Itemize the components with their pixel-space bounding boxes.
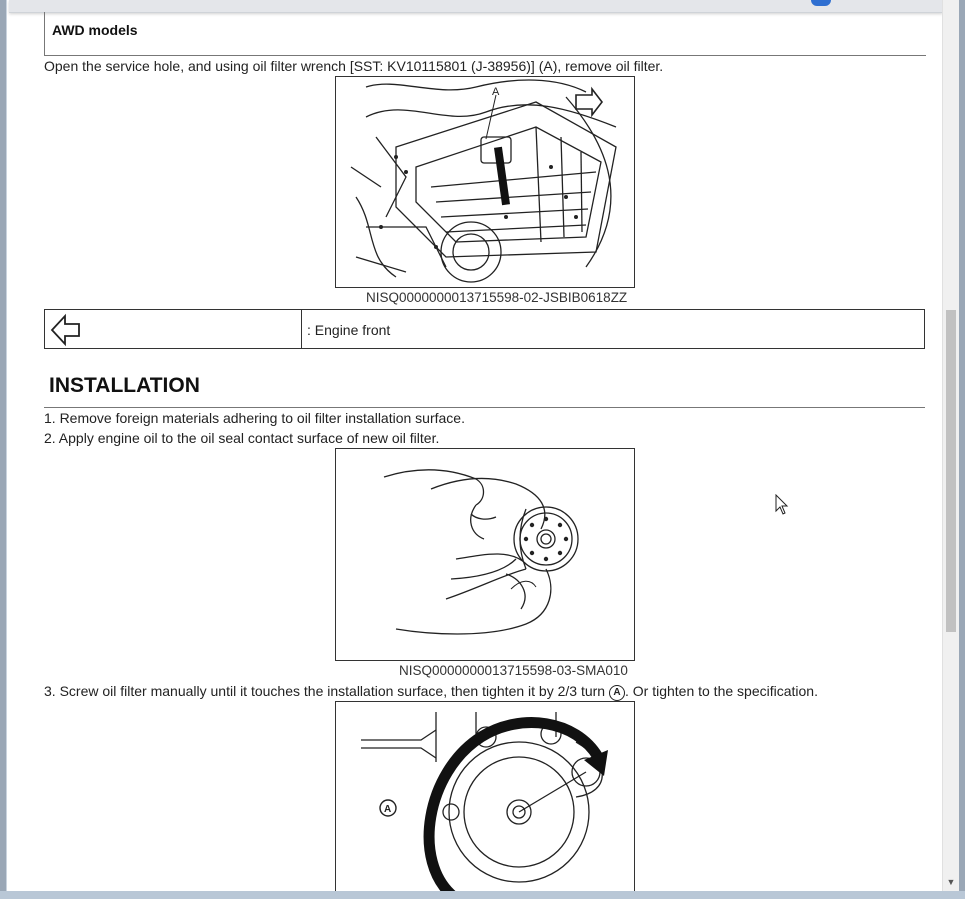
- figure-underbody-service-hole: [335, 76, 635, 288]
- turn-angle-symbol: A: [609, 685, 625, 701]
- underbody-illustration: [336, 77, 634, 287]
- document-window: [6, 0, 959, 891]
- step-1-text: 1. Remove foreign materials adhering to oil filter installation surface.: [44, 410, 465, 426]
- step-3-text: [44, 683, 818, 701]
- figure-tighten-rotation: [335, 701, 635, 891]
- scroll-down-arrow-icon[interactable]: ▼: [946, 877, 956, 887]
- step-2-text: 2. Apply engine oil to the oil seal contact surface of new oil filter.: [44, 430, 440, 446]
- window-bottom-edge: [0, 891, 965, 899]
- figure-callout-a: A: [492, 86, 500, 98]
- figure-caption: NISQ0000000013715598-02-JSBIB0618ZZ: [366, 290, 628, 305]
- section-header-box: [44, 12, 926, 56]
- figure-oil-seal-hand: [335, 448, 635, 661]
- arrow-left-outline-icon: [49, 313, 83, 347]
- legend-text: : Engine front: [307, 322, 391, 338]
- vertical-scrollbar[interactable]: [942, 0, 959, 891]
- section-title: AWD models: [52, 22, 138, 38]
- legend-table: [44, 309, 925, 349]
- mouse-pointer-icon: [775, 494, 789, 516]
- step-3-text-after: . Or tighten to the specification.: [624, 683, 818, 699]
- arrow-right-outline-icon: [576, 89, 602, 115]
- legend-icon-cell: [45, 310, 302, 348]
- heading-divider: [44, 407, 925, 408]
- installation-heading: INSTALLATION: [49, 374, 200, 397]
- document-content: [7, 0, 941, 891]
- step-3-text-before: 3. Screw oil filter manually until it touches the installation surface, then tighten it by 2/3 turn: [44, 683, 606, 699]
- scrollbar-thumb[interactable]: [946, 310, 956, 632]
- figure-callout-a: A: [384, 804, 392, 815]
- tighten-rotation-illustration: [336, 702, 634, 891]
- figure-caption: NISQ0000000013715598-03-SMA010: [399, 663, 628, 678]
- step-awd-text: Open the service hole, and using oil filter wrench [SST: KV10115801 (J-38956)] (A), remove oil filter.: [44, 58, 664, 74]
- hand-oil-filter-illustration: [336, 449, 634, 660]
